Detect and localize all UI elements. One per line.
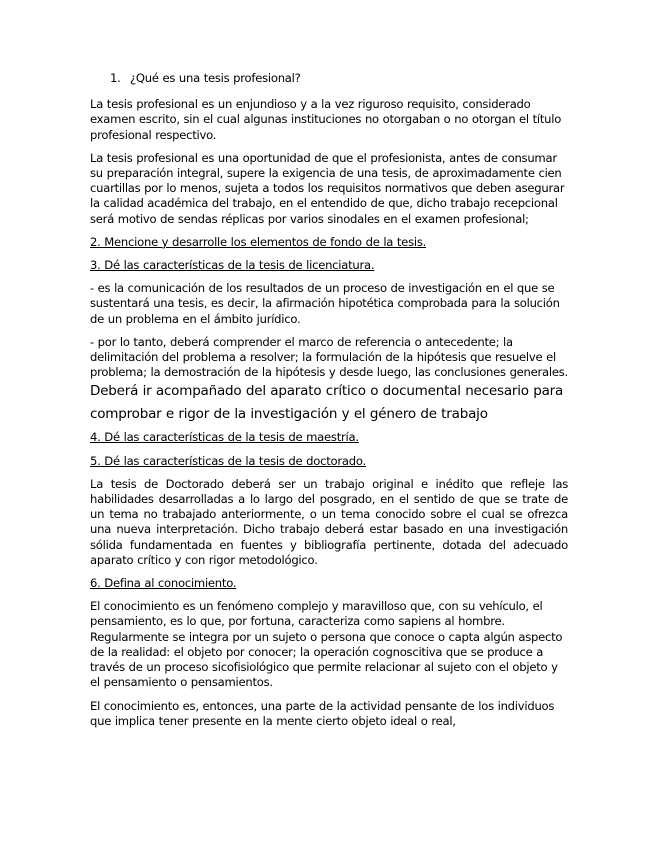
paragraph-conocimiento-2: El conocimiento es, entonces, una parte de la actividad pensante de los individuos que implica tener presente en la mente cierto objeto ideal o real, (90, 698, 555, 728)
paragraph-tesis-definition: La tesis profesional es un enjundioso y a la vez riguroso requisito, considerado examen escrito, sin el cual algunas instituciones no otorgaban o no otorgan el título profesional respectivo. (90, 97, 562, 142)
heading-question-3: 3. Dé las características de la tesis de licenciatura. (90, 258, 375, 273)
paragraph-doctorado: La tesis de Doctorado deberá ser un trabajo original e inédito que refleje las habilidades desarrolladas a lo largo del posgrado, en el sentido de que se trate de un tema no trabajado anteriormente, o un tema conocido sobre el cual se ofrezca una nueva interpretación. Dicho trabajo deberá estar basado en una investigación sólida fundamentada en fuentes y bibliografía pertinente, dotada del adecuado aparato crítico y con rigor metodológico. (90, 476, 568, 567)
paragraph-licenciatura-1: - es la comunicación de los resultados de un proceso de investigación en el que se sustentará una tesis, es decir, la afirmación hipotética comprobada para la solución de un problema en el ámbito jurídico. (90, 281, 560, 326)
heading-question-5: 5. Dé las características de la tesis de doctorado. (90, 453, 366, 468)
paragraph-licenciatura-2-large-text: Deberá ir acompañado del aparato crítico o documental necesario para comprobar e rigor de la investigación y el género de trabajo (90, 383, 564, 423)
paragraph-licenciatura-2-text: - por lo tanto, deberá comprender el marco de referencia o antecedente; la delimitación del problema a resolver; la formulación de la hipótesis que resuelve el problema; la demostración de la hipótesis y desde luego, las conclusiones generales. (90, 334, 568, 380)
list-number: 1. (110, 71, 121, 85)
question-1 (90, 71, 568, 86)
heading-question-4: 4. Dé las características de la tesis de maestría. (90, 430, 359, 445)
paragraph-licenciatura-2 (90, 335, 568, 427)
paragraph-tesis-opportunity: La tesis profesional es una oportunidad de que el profesionista, antes de consumar su preparación integral, supere la exigencia de una tesis, de aproximadamente cien cuartillas por lo menos, sujeta a todos los requisitos normativos que deben asegurar la calidad académica del trabajo, en el entendido de que, dicho trabajo recepcional será motivo de sendas réplicas por varios sinodales en el examen profesional; (90, 150, 565, 226)
heading-question-2: 2. Mencione y desarrolle los elementos de fondo de la tesis. (90, 234, 427, 249)
document-body (90, 71, 568, 737)
question-1-text: ¿Qué es una tesis profesional? (130, 71, 301, 85)
heading-question-6: 6. Defina al conocimiento. (90, 576, 237, 591)
paragraph-conocimiento-1: El conocimiento es un fenómeno complejo y maravilloso que, con su vehículo, el pensamiento, es lo que, por fortuna, caracteriza como sapiens al hombre. Regularmente se integra por un sujeto o persona que conoce o capta algún aspecto de la realidad: el objeto por conocer; la operación cognoscitiva que se produce a través de un proceso sicofisiológico que permite relacionar al sujeto con el objeto y el pensamiento o pensamientos. (90, 599, 563, 690)
